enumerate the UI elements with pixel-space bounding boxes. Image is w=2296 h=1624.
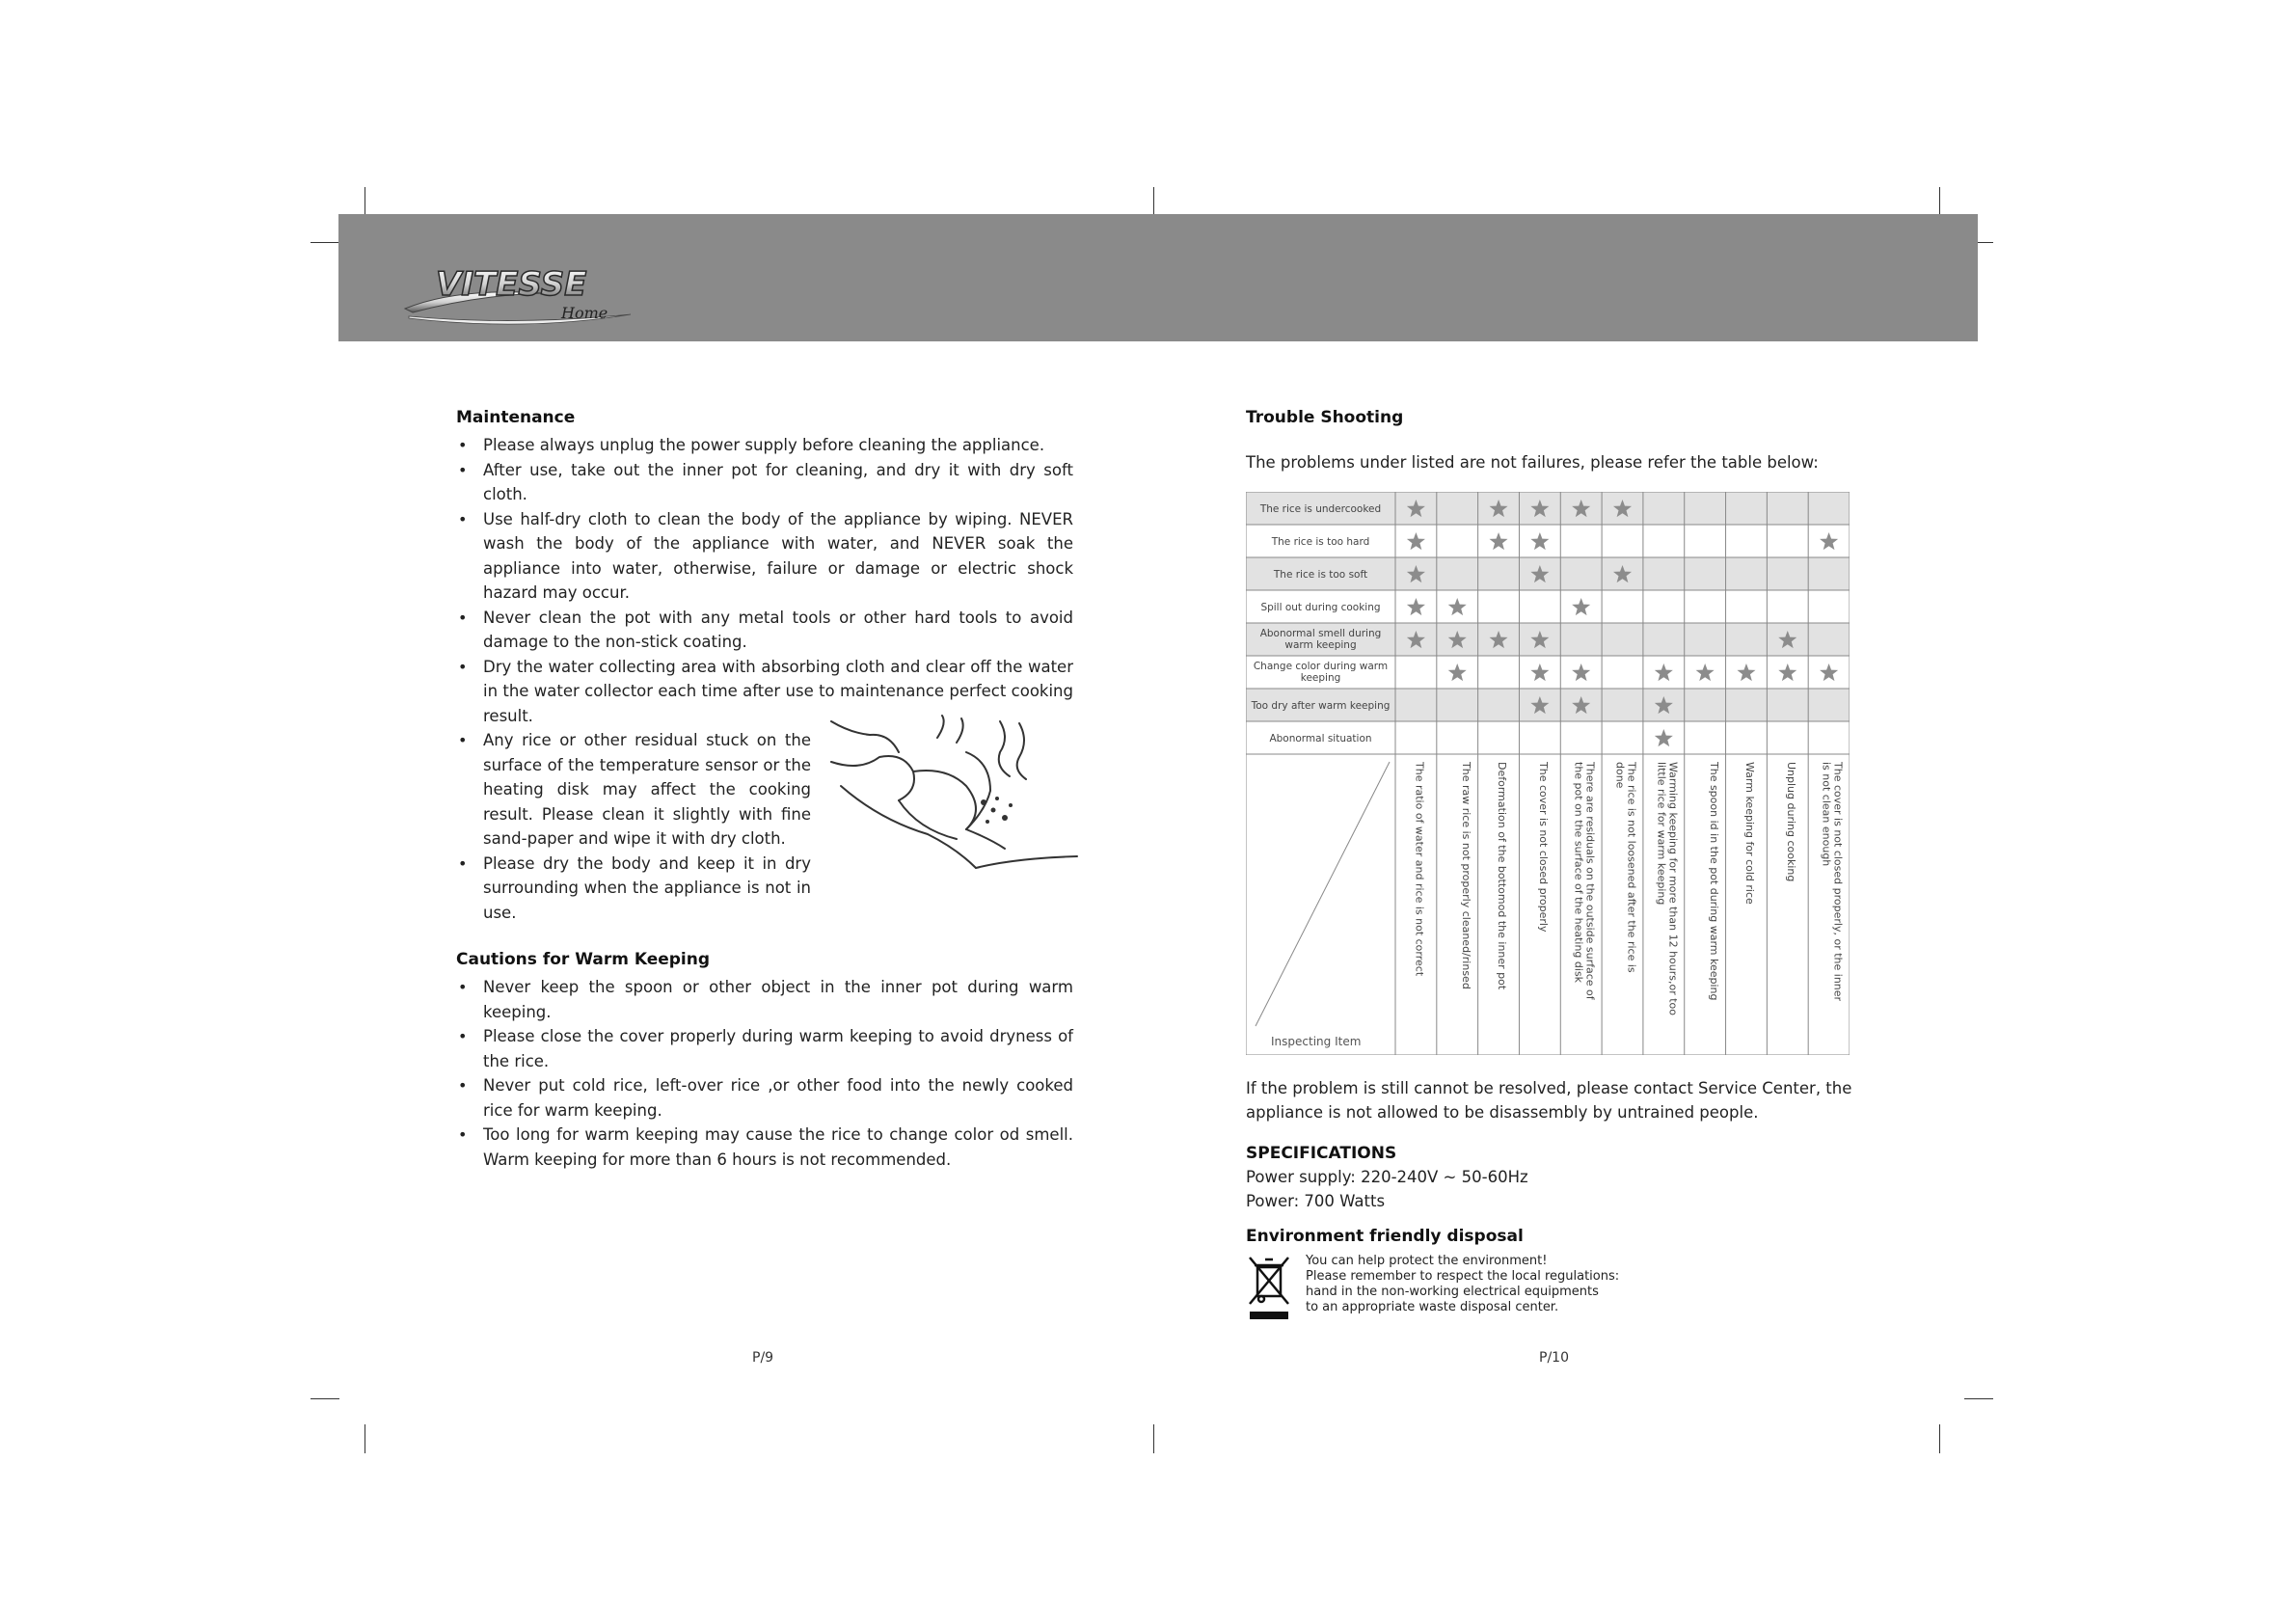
crop-mark: [1153, 1424, 1154, 1453]
column-label: Unplug during cooking: [1784, 762, 1797, 882]
disposal-title: Environment friendly disposal: [1246, 1227, 1524, 1246]
column-label: The ratio of water and rice is not correct: [1413, 762, 1426, 977]
list-item: • Please dry the body and keep it in dry surrounding when the appliance is not in use.: [456, 852, 811, 926]
page-number-left: P/9: [752, 1350, 774, 1366]
column-label: done: [1613, 762, 1627, 789]
column-label: The cover is not closed properly, or the inner: [1831, 762, 1845, 1002]
row-label: warm keeping: [1284, 639, 1357, 651]
column-label: is not clean enough: [1820, 762, 1833, 867]
column-label: The cover is not closed properly: [1536, 762, 1550, 933]
page-number-right: P/10: [1539, 1350, 1569, 1366]
specifications-title: SPECIFICATIONS: [1246, 1144, 1397, 1163]
row-label: Spill out during cooking: [1260, 602, 1381, 613]
row-label: The rice is undercooked: [1259, 503, 1382, 515]
row-label: The rice is too soft: [1273, 569, 1368, 581]
disposal-line: You can help protect the environment!: [1306, 1254, 1548, 1268]
right-column: [1246, 408, 1863, 1323]
list-item: • Too long for warm keeping may cause the rice to change color od smell. Warm keeping for more than 6 hours is not recommended.: [456, 1123, 1073, 1172]
logo-subtext: Home: [561, 304, 608, 322]
list-item: • Use half-dry cloth to clean the body of the appliance by wiping. NEVER wash the body of the appliance with water, and NEVER soak the appliance into water, otherwise, failure or damage or electric shock hazard may occur.: [456, 507, 1073, 606]
column-label: There are residuals on the outside surface of: [1583, 762, 1597, 1000]
column-label: little rice for warm keeping: [1655, 762, 1668, 906]
trouble-shooting-intro: The problems under listed are not failures, please refer the table below:: [1246, 453, 1819, 472]
row-label: Abonormal situation: [1269, 733, 1372, 744]
power-supply: Power supply: 220-240V ~ 50-60Hz: [1246, 1168, 1528, 1186]
cleaning-illustration: [822, 714, 1082, 907]
crop-mark: [1939, 1424, 1940, 1453]
power-rating: Power: 700 Watts: [1246, 1192, 1386, 1210]
warm-keeping-title: Cautions for Warm Keeping: [456, 950, 711, 969]
row-label: keeping: [1300, 672, 1341, 684]
brand-logo: [399, 258, 650, 336]
row-label: The rice is too hard: [1271, 536, 1370, 548]
logo-text: VITESSE: [436, 265, 587, 304]
maintenance-title: Maintenance: [456, 408, 576, 427]
trouble-shooting-title: Trouble Shooting: [1246, 408, 1404, 427]
crop-mark: [311, 1398, 339, 1399]
column-label: Warming keeping for more than 12 hours,or too: [1666, 762, 1680, 1016]
trouble-shooting-table: [1246, 492, 1850, 1055]
crop-mark: [311, 242, 339, 243]
list-item: • Never clean the pot with any metal tools or other hard tools to avoid damage to the non-stick coating.: [456, 606, 1073, 655]
list-item: • Never keep the spoon or other object in the inner pot during warm keeping.: [456, 975, 1073, 1024]
corner-diagonal: [1256, 762, 1390, 1026]
column-label: The spoon id in the pot during warm keeping: [1708, 762, 1721, 1001]
specifications: [1246, 1144, 1863, 1213]
corner-label: Inspecting Item: [1271, 1035, 1362, 1048]
list-item: • Please close the cover properly during warm keeping to avoid dryness of the rice.: [456, 1024, 1073, 1073]
list-item: • Dry the water collecting area with absorbing cloth and clear off the water in the water collector each time after use to maintenance perfect cooking result.: [456, 655, 1073, 729]
column-label: The raw rice is not properly cleaned/rinsed: [1460, 762, 1473, 989]
disposal-line: hand in the non-working electrical equipments: [1306, 1285, 1599, 1299]
list-item: • After use, take out the inner pot for cleaning, and dry it with dry soft cloth.: [456, 458, 1073, 507]
column-label: The rice is not loosened after the rice is: [1625, 762, 1638, 973]
disposal-line: to an appropriate waste disposal center.: [1306, 1300, 1559, 1314]
crop-mark: [1964, 1398, 1993, 1399]
column-label: Deformation of the bottomod the inner pot: [1496, 762, 1509, 990]
service-note: If the problem is still cannot be resolved, please contact Service Center, the appliance is not allowed to be disassembly by untrained people.: [1246, 1079, 1852, 1122]
list-item: • Any rice or other residual stuck on the surface of the temperature sensor or the heating disk may affect the cooking result. Please clean it slightly with fine sand-paper and wipe it with dry cloth.: [456, 728, 811, 852]
wheelie-bin-crossed-icon: [1246, 1254, 1292, 1323]
crop-mark: [1939, 187, 1940, 216]
crop-mark: [1153, 187, 1154, 216]
list-item: • Please always unplug the power supply before cleaning the appliance.: [456, 433, 1073, 458]
row-label: Abonormal smell during: [1259, 628, 1382, 639]
list-item: • Never put cold rice, left-over rice ,or other food into the newly cooked rice for warm keeping.: [456, 1073, 1073, 1123]
row-label: Too dry after warm keeping: [1251, 700, 1391, 712]
column-label: the pot on the surface of the heating disk: [1572, 762, 1585, 984]
trouble-shooting-grid: [1246, 492, 1850, 1055]
warm-keeping-list: [456, 975, 1073, 1172]
column-label: Warm keeping for cold rice: [1742, 762, 1756, 905]
disposal-line: Please remember to respect the local regulations:: [1306, 1269, 1620, 1284]
row-label: Change color during warm: [1253, 661, 1389, 672]
disposal-section: [1246, 1227, 1863, 1323]
